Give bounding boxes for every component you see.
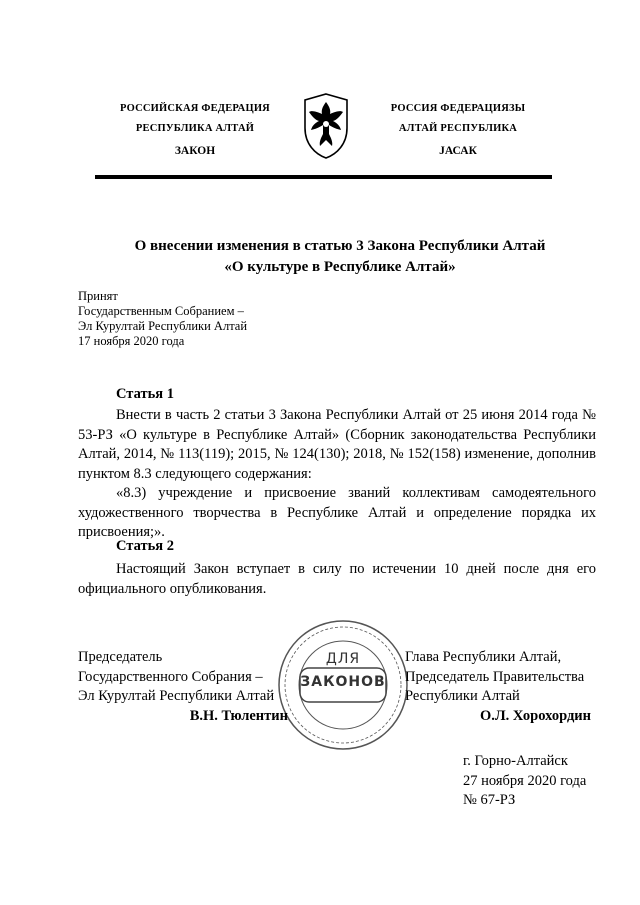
- official-stamp: [276, 618, 410, 752]
- header-left-country: РОССИЙСКАЯ ФЕДЕРАЦИЯ: [120, 103, 270, 114]
- header-left-republic: РЕСПУБЛИКА АЛТАЙ: [135, 123, 255, 134]
- footer-city: г. Горно-Алтайск: [463, 753, 568, 769]
- stamp-text-top: ДЛЯ: [325, 651, 361, 667]
- article-1-text: Внести в часть 2 статьи 3 Закона Республики Алтай от 25 июня 2014 года № 53-РЗ «О культуре в Республике Алтай» (Сборник законодательства Республики Алтай, 2014, № 113(119); 2015, № 124(130); 2018, № 152(158) изменение, дополнив пунктом 8.3 следующего содержания:: [78, 407, 596, 482]
- article-2-text: Настоящий Закон вступает в силу по истечении 10 дней после дня его официального опубликования.: [78, 561, 596, 597]
- signature-right: [405, 648, 584, 707]
- header-right-country: РОССИЯ ФЕДЕРАЦИЯЗЫ: [390, 103, 526, 114]
- article-2-heading: Статья 2: [116, 538, 174, 554]
- coat-of-arms-icon: [295, 90, 357, 162]
- header-divider: [95, 175, 552, 179]
- signature-left: [78, 648, 274, 707]
- header-right-republic: АЛТАЙ РЕСПУБЛИКА: [398, 123, 518, 134]
- header-right-doc-type: ЈАСАК: [439, 145, 477, 157]
- article-1-body: [78, 406, 596, 543]
- signature-right-line: Глава Республики Алтай,: [405, 649, 562, 665]
- signature-left-line: Эл Курултай Республики Алтай: [78, 688, 275, 704]
- signature-right-name: О.Л. Хорохордин: [479, 708, 591, 724]
- article-1-quote: «8.3) учреждение и присвоение званий коллективам самодеятельного художественного творчества в Республике Алтай и определение порядка их присвоения;».: [78, 485, 596, 540]
- adoption-line: Эл Курултай Республики Алтай: [78, 319, 248, 333]
- adoption-block: [78, 289, 247, 349]
- signature-left-line: Государственного Собрания –: [78, 668, 263, 685]
- header-left-doc-type: ЗАКОН: [174, 145, 216, 157]
- signature-right-line: Председатель Правительства: [405, 668, 585, 685]
- law-title-line1: О внесении изменения в статью 3 Закона Республики Алтай: [134, 238, 546, 254]
- adoption-line: Государственным Собранием –: [78, 304, 244, 318]
- adoption-date: 17 ноября 2020 года: [78, 334, 185, 348]
- signature-right-line: Республики Алтай: [405, 688, 520, 704]
- stamp-text-main: ЗАКОНОВ: [300, 674, 386, 690]
- law-title-line2: «О культуре в Республике Алтай»: [224, 259, 456, 275]
- signature-left-line: Председатель: [78, 649, 163, 665]
- article-1-heading: Статья 1: [116, 386, 174, 402]
- article-2-body: [78, 560, 596, 599]
- footer-block: [463, 752, 586, 811]
- footer-number: № 67-РЗ: [463, 792, 516, 808]
- adoption-line: Принят: [78, 289, 118, 303]
- signature-left-name: В.Н. Тюлентин: [189, 708, 288, 724]
- footer-date: 27 ноября 2020 года: [463, 772, 587, 789]
